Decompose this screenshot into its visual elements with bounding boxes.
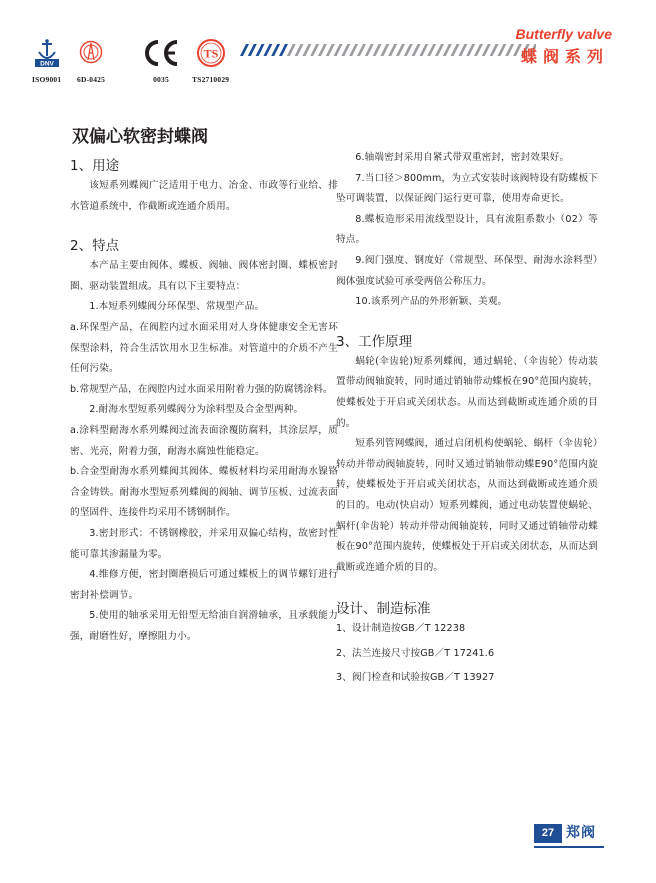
footer-brand: 郑阀: [566, 825, 596, 841]
paragraph: 蜗轮(伞齿轮)短系列蝶阀，通过蜗轮、（伞齿轮）传动装置带动阀轴旋转，同时通过销轴带动蝶板在90°范围内旋转，使蝶板处于开启或关闭状态。从而达到截断或连通介质的目的。: [336, 355, 598, 429]
footer-rule: [534, 846, 604, 848]
right-column: [336, 148, 598, 689]
section-heading: 3、工作原理: [336, 333, 413, 350]
paragraph: a.涂料型耐海水系列蝶阀过流表面涂覆防腐料，其涂层厚，质密、光亮，附着力强，耐海水腐蚀性能稳定。: [70, 424, 338, 457]
paragraph: a.环保型产品，在阀腔内过水面采用对人身体健康安全无害环保型涂料，符合生活饮用水卫生标准。对管道中的介质不产生任何污染。: [70, 321, 338, 375]
header-stripe-decoration: [240, 44, 536, 56]
paragraph: 2.耐海水型短系列蝶阀分为涂料型及合金型两种。: [89, 404, 304, 416]
svg-text:DNV: DNV: [39, 60, 54, 68]
paragraph: 5.使用的轴承采用无铅型无给油自润滑轴承，且承载能力强，耐磨性好，摩擦阻力小。: [70, 610, 338, 642]
paragraph: 9.阀门强度、钢度好（常规型、环保型、耐海水涂料型）阀体强度试验可承受两倍公称压力。: [336, 254, 598, 287]
paragraph: 3、阀门检查和试验按GB／T 13927: [336, 672, 495, 684]
paragraph: 10.该系列产品的外形新颖、美观。: [355, 296, 508, 308]
cert-api: [77, 38, 105, 84]
brand-english: Butterfly valve: [515, 26, 612, 42]
cert-ce: [141, 38, 181, 84]
paragraph: 本产品主要由阀体、蝶板、阀轴、阀体密封圈、蝶板密封圈、驱动装置组成。具有以下主要特点：: [70, 260, 338, 292]
paragraph: b.常规型产品，在阀腔内过水面采用附着力强的防腐锈涂料。: [70, 383, 333, 395]
paragraph: b.合金型耐海水系列蝶阀其阀体、蝶板材料均采用耐海水镍铬合金铸铁。耐海水型短系列蝶阀的阀轴、调节压板、过流表面的坚固件、连接件均采用不锈钢制作。: [70, 466, 338, 519]
page-header: [0, 0, 656, 100]
paragraph: 2、法兰连接尺寸按GB／T 17241.6: [336, 647, 495, 659]
paragraph: 7.当口径＞800mm，为立式安装时该阀特设有防蝶板下坠可调装置，以保证阀门运行更可靠，使用寿命更长。: [336, 172, 598, 205]
section-heading: 设计、制造标准: [336, 601, 431, 618]
paragraph: 1、设计制造按GB／T 12238: [336, 623, 466, 635]
cert-label: ISO9001: [32, 75, 62, 84]
paragraph: 该短系列蝶阀广泛适用于电力、冶金、市政等行业给、排水管道系统中，作截断或连通介质用。: [70, 180, 338, 212]
paragraph: 短系列管网蝶阀，通过启闭机构使蜗轮、蜗杆（伞齿轮）转动并带动阀轴旋转，同时又通过销轴带动蝶E90°范围内旋转，使蝶板处于开启或关闭状态，从而达到截断或连通介质的目的。电动(快启动）短系列蝶阀，通过电动装置使蜗轮、蜗杆(伞齿轮）转动并带动阀轴旋转，同时又通过销轴带动蝶板在90°范围内旋转，使蝶板处于开启或关闭状态，从而达到截断或连通介质的目的。: [336, 438, 598, 573]
left-column: [70, 150, 338, 647]
cert-label: 0035: [153, 75, 169, 84]
page-number: 27: [534, 824, 562, 843]
paragraph: 1.本短系列蝶阀分环保型、常规型产品。: [89, 301, 265, 313]
cert-ts: [192, 38, 229, 84]
ce-mark-icon: [141, 38, 181, 68]
paragraph: 4.维修方便，密封圈磨损后可通过蝶板上的调节螺钉进行密封补偿调节。: [70, 569, 338, 601]
paragraph: 6.轴端密封采用自紧式带双重密封，密封效果好。: [355, 152, 570, 163]
section-heading: 1、用途: [70, 158, 120, 174]
cert-iso9001: [32, 38, 61, 84]
page-title: 双偏心软密封蝶阀: [72, 127, 208, 147]
dnv-anchor-logo-icon: [34, 38, 60, 68]
ts-seal-icon: [196, 38, 226, 68]
svg-text:TS: TS: [203, 46, 218, 61]
section-heading: 2、特点: [70, 238, 120, 255]
api-monogram-icon: [79, 38, 103, 68]
paragraph: 3.密封形式：不锈钢橡胶，并采用双偏心结构，故密封性能可靠其渗漏量为零。: [70, 527, 338, 560]
paragraph: 8.蝶板造形采用流线型设计，具有流阻系数小（02）等特点。: [336, 213, 598, 246]
cert-label: 6D-0425: [77, 75, 106, 84]
brand-chinese: 蝶阀系列: [520, 47, 609, 66]
cert-label: TS2710029: [192, 75, 230, 84]
